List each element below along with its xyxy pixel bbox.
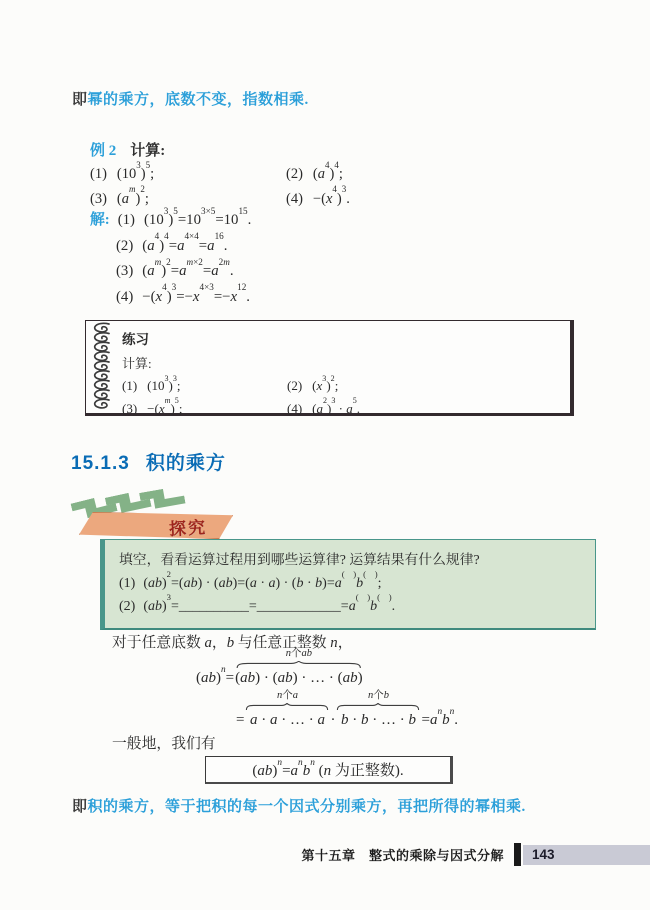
overbrace-label: n个b (367, 690, 389, 701)
page-number: 143 (532, 847, 555, 862)
section-title: 积的乘方 (145, 453, 226, 474)
spiral-binding-icon (87, 322, 117, 410)
overbrace-icon (336, 703, 420, 710)
explore-tag-label: 探究 (168, 518, 208, 539)
page-footer (0, 843, 650, 866)
overbrace-label: n个ab (285, 648, 312, 659)
problem-item: (1) $(10^3)^5$; (90, 159, 155, 182)
solution-line: 解: (1) $(10^3)^5=10^{3\times 5}=10^{15}$. (90, 205, 252, 228)
solution-line: (3) $(a^m)^2=a^{m\times 2}=a^{2m}$. (116, 256, 234, 279)
formula-text: $(ab)^n=a^nb^n$ (n 为正整数). (252, 757, 404, 779)
overbrace-group: n个a a · a · … · a (245, 690, 329, 730)
explore-prompt: 填空，看看运算过程用到哪些运算律? 运算结果有什么规律? (119, 552, 480, 567)
solution-label: 解: (90, 212, 110, 228)
power-of-product-rule-summary (72, 795, 526, 816)
practice-box (85, 320, 574, 416)
rule-prefix: 即 (72, 799, 88, 815)
problem-item: (3) $(a^m)^2$; (90, 184, 149, 207)
example2-problems (90, 159, 350, 211)
explore-item: (1) (ab)$^2$=(ab) · (ab)=(a · a) · (b · b)=a( )b( ); (119, 569, 382, 591)
rule-text: 幂的乘方，底数不变，指数相乘. (87, 92, 309, 108)
rule-prefix: 即 (72, 92, 88, 108)
example2-label: 例 2 (90, 143, 117, 159)
solution-line: (2) $(a^4)^4=a^{4\times 4}=a^{16}$. (116, 231, 228, 254)
power-of-power-rule-summary (72, 88, 309, 109)
section-heading (71, 448, 226, 475)
explore-tag (73, 490, 253, 542)
problem-item: (2) $(x^3)^2$; (287, 373, 339, 393)
overbrace-icon (245, 703, 329, 710)
derivation-line-1: (ab)$^n$= n个ab (ab) · (ab) · … · (ab) (196, 648, 363, 686)
problem-item: $(4) -(x^4)^3$. (286, 184, 350, 207)
practice-instruction: 计算: (122, 356, 152, 371)
overbrace-label: n个a (276, 690, 298, 701)
example2-solutions (90, 205, 252, 310)
practice-problems (122, 375, 562, 420)
generally-text: 一般地，我们有 (112, 736, 216, 752)
practice-title: 练习 (122, 332, 149, 347)
section-number: 15.1.3 (71, 453, 130, 474)
problem-item: (2) $(a^4)^4$; (286, 159, 343, 182)
problem-item: (4) $(a^2)^3 \cdot a^5$. (287, 396, 361, 416)
overbrace-group: n个b b · b · … · b (336, 690, 420, 730)
problem-item: (1) $(10^3)^3$; (122, 373, 181, 393)
derivation-line-2: = n个a a · a · … · a · n个b b · b · … · b $=a^nb^n$. (236, 690, 458, 728)
formula-box (205, 756, 453, 784)
explore-item: (2) (ab)$^3$=__________=____________=a( )b( ). (119, 592, 396, 614)
overbrace-group: n个ab (ab) · (ab) · … · (ab) (235, 648, 363, 686)
problem-item: $(3) -(x^m)^5$; (122, 396, 183, 416)
example2-header (90, 139, 165, 160)
rule-text: 积的乘方，等于把积的每一个因式分别乘方，再把所得的幂相乘. (87, 799, 526, 815)
explore-plate (79, 512, 233, 539)
explore-box (100, 539, 596, 630)
chapter-title: 第十五章 整式的乘除与因式分解 (301, 848, 504, 863)
solution-line: $(4) -(x^4)^3=-x^{4\times 3}=-x^{12}$. (116, 282, 250, 305)
page-number-band (523, 845, 650, 865)
example2-instruction: 计算: (130, 143, 166, 159)
overbrace-icon (235, 661, 362, 668)
derivation-intro: 对于任意底数 a，b 与任意正整数 n， (112, 635, 353, 651)
practice-content (122, 328, 562, 420)
footer-divider (514, 843, 521, 866)
